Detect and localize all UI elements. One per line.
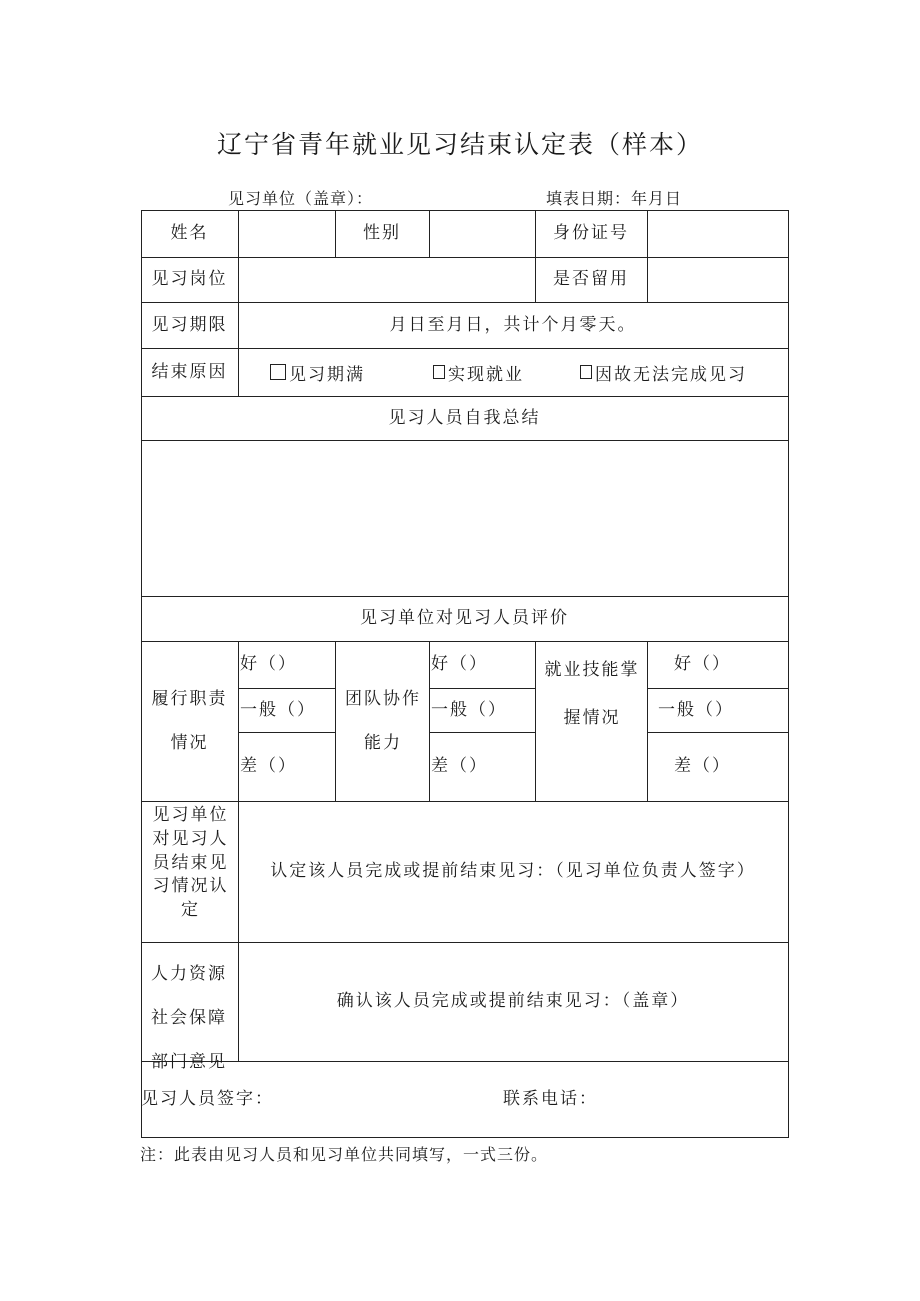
reason-label: 结束原因 xyxy=(151,361,228,382)
period-text[interactable]: 月日至月日，共计个月零天。 xyxy=(389,314,637,335)
duty-performance-label: 履行职责情况 xyxy=(151,689,228,753)
unit-evaluation-heading: 见习单位对见习人员评价 xyxy=(360,608,569,629)
unit-seal-label: 见习单位（盖章）： xyxy=(228,189,374,208)
period-label: 见习期限 xyxy=(151,314,228,335)
contact-phone-label[interactable]: 联系电话： xyxy=(503,1088,598,1109)
retain-input[interactable] xyxy=(647,257,788,302)
hr-confirm-label: 人力资源社会保障部门意见 xyxy=(151,964,227,1072)
hr-confirm-label-cell xyxy=(141,942,238,1072)
checkbox-icon[interactable] xyxy=(270,364,286,380)
retain-label: 是否留用 xyxy=(553,269,629,290)
duty-good-option[interactable]: 好（） xyxy=(240,654,297,675)
trainee-signature-label[interactable]: 见习人员签字： xyxy=(141,1088,274,1109)
checkbox-icon[interactable] xyxy=(580,365,592,379)
post-label: 见习岗位 xyxy=(151,269,228,290)
fill-date-label: 填表日期：年月日 xyxy=(546,189,683,208)
skill-fair-option[interactable]: 一般（） xyxy=(658,699,734,720)
self-summary-area[interactable] xyxy=(141,440,788,596)
post-input[interactable] xyxy=(238,257,535,302)
duty-poor-option[interactable]: 差（） xyxy=(240,756,297,777)
skill-poor-option[interactable]: 差（） xyxy=(674,756,731,777)
form-title: 辽宁省青年就业见习结束认定表（样本） xyxy=(216,130,703,159)
teamwork-label: 团队协作能力 xyxy=(345,689,421,753)
team-poor-option[interactable]: 差（） xyxy=(431,756,488,777)
duty-fair-option[interactable]: 一般（） xyxy=(240,699,316,720)
reason-option-term-end[interactable]: 见习期满 xyxy=(270,348,365,396)
id-number-input[interactable] xyxy=(647,210,788,257)
team-fair-option[interactable]: 一般（） xyxy=(431,699,507,720)
name-input[interactable] xyxy=(238,210,335,257)
checkbox-icon[interactable] xyxy=(433,365,445,379)
reason-option-employed[interactable]: 实现就业 xyxy=(433,348,524,396)
skill-good-option[interactable]: 好（） xyxy=(674,654,731,675)
unit-confirm-label: 见习单位对见习人员结束见习情况认定 xyxy=(152,805,229,921)
reason-option-cannot-complete[interactable]: 因故无法完成见习 xyxy=(580,348,747,396)
self-summary-heading: 见习人员自我总结 xyxy=(388,407,541,428)
hr-confirm-text[interactable]: 确认该人员完成或提前结束见习：（盖章） xyxy=(336,991,690,1012)
name-label: 姓名 xyxy=(170,223,209,244)
id-number-label: 身份证号 xyxy=(553,223,629,244)
skill-mastery-label: 就业技能掌握情况 xyxy=(544,660,640,728)
footnote: 注：此表由见习人员和见习单位共同填写，一式三份。 xyxy=(140,1145,549,1164)
gender-label: 性别 xyxy=(363,223,401,244)
gender-input[interactable] xyxy=(429,210,535,257)
unit-confirm-text[interactable]: 认定该人员完成或提前结束见习：（见习单位负责人签字） xyxy=(270,861,756,882)
team-good-option[interactable]: 好（） xyxy=(431,654,488,675)
